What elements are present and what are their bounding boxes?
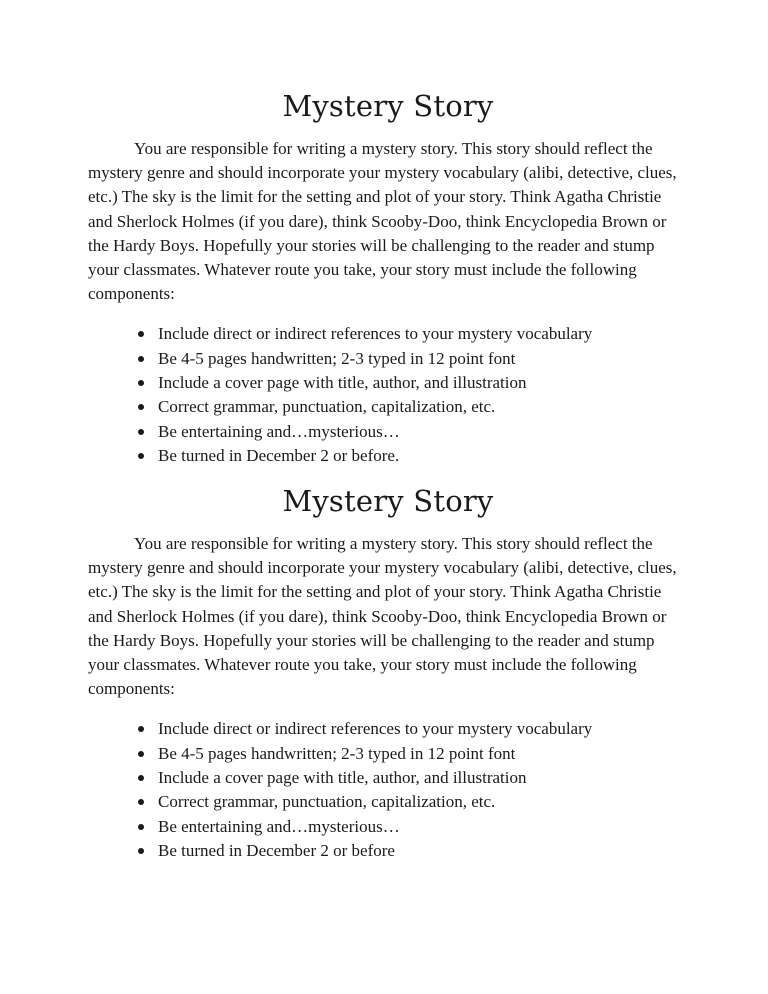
list-item-text: Be turned in December 2 or before: [158, 840, 395, 860]
list-item: [138, 839, 738, 863]
list-item: [138, 444, 738, 468]
list-item-text: Include direct or indirect references to your mystery vocabulary: [158, 324, 593, 344]
list-item: [138, 322, 738, 346]
list-item: [138, 766, 738, 790]
bullet-icon: [138, 429, 144, 435]
list-item: [138, 420, 738, 444]
bullet-icon: [138, 726, 144, 732]
section-title: Mystery Story: [282, 484, 494, 518]
list-item: [138, 395, 738, 419]
bullet-icon: [138, 404, 144, 410]
bullet-icon: [138, 824, 144, 830]
list-item-text: Be entertaining and…mysterious…: [158, 421, 400, 441]
requirements-list: [138, 717, 738, 863]
list-item-text: Include a cover page with title, author, and illustration: [158, 768, 527, 788]
bullet-icon: [138, 799, 144, 805]
list-item-text: Be entertaining and…mysterious…: [158, 816, 400, 836]
list-item: [138, 815, 738, 839]
list-item-text: Correct grammar, punctuation, capitalization, etc.: [158, 792, 496, 812]
assignment-section-2: [88, 483, 688, 860]
list-item: [138, 742, 738, 766]
bullet-icon: [138, 380, 144, 386]
instructions-paragraph: You are responsible for writing a mystery story. This story should reflect the mystery genre and should incorporate your mystery vocabulary (alibi, detective, clues, etc.) The sky is the limit for the setting and plot of your story. Think Agatha Christie and Sherlock Holmes (if you dare), think Scooby-Doo, think Encyclopedia Brown or the Hardy Boys. Hopefully your stories will be challenging to the reader and stump your classmates. Whatever route you take, your story must include the following components:: [88, 534, 677, 699]
list-item-text: Include direct or indirect references to your mystery vocabulary: [158, 719, 593, 739]
assignment-section-1: [88, 88, 688, 465]
requirements-list: [138, 322, 738, 468]
list-item-text: Be 4-5 pages handwritten; 2-3 typed in 12 point font: [158, 743, 516, 763]
list-item-text: Correct grammar, punctuation, capitalization, etc.: [158, 397, 496, 417]
list-item: [138, 790, 738, 814]
bullet-icon: [138, 751, 144, 757]
bullet-icon: [138, 356, 144, 362]
bullet-icon: [138, 331, 144, 337]
bullet-icon: [138, 848, 144, 854]
list-item: [138, 717, 738, 741]
list-item-text: Be turned in December 2 or before.: [158, 445, 400, 465]
list-item-text: Include a cover page with title, author, and illustration: [158, 373, 527, 393]
bullet-icon: [138, 775, 144, 781]
list-item: [138, 371, 738, 395]
instructions-paragraph: You are responsible for writing a mystery story. This story should reflect the mystery genre and should incorporate your mystery vocabulary (alibi, detective, clues, etc.) The sky is the limit for the setting and plot of your story. Think Agatha Christie and Sherlock Holmes (if you dare), think Scooby-Doo, think Encyclopedia Brown or the Hardy Boys. Hopefully your stories will be challenging to the reader and stump your classmates. Whatever route you take, your story must include the following components:: [88, 139, 677, 304]
list-item-text: Be 4-5 pages handwritten; 2-3 typed in 12 point font: [158, 348, 516, 368]
bullet-icon: [138, 453, 144, 459]
list-item: [138, 347, 738, 371]
section-title: Mystery Story: [282, 89, 494, 123]
